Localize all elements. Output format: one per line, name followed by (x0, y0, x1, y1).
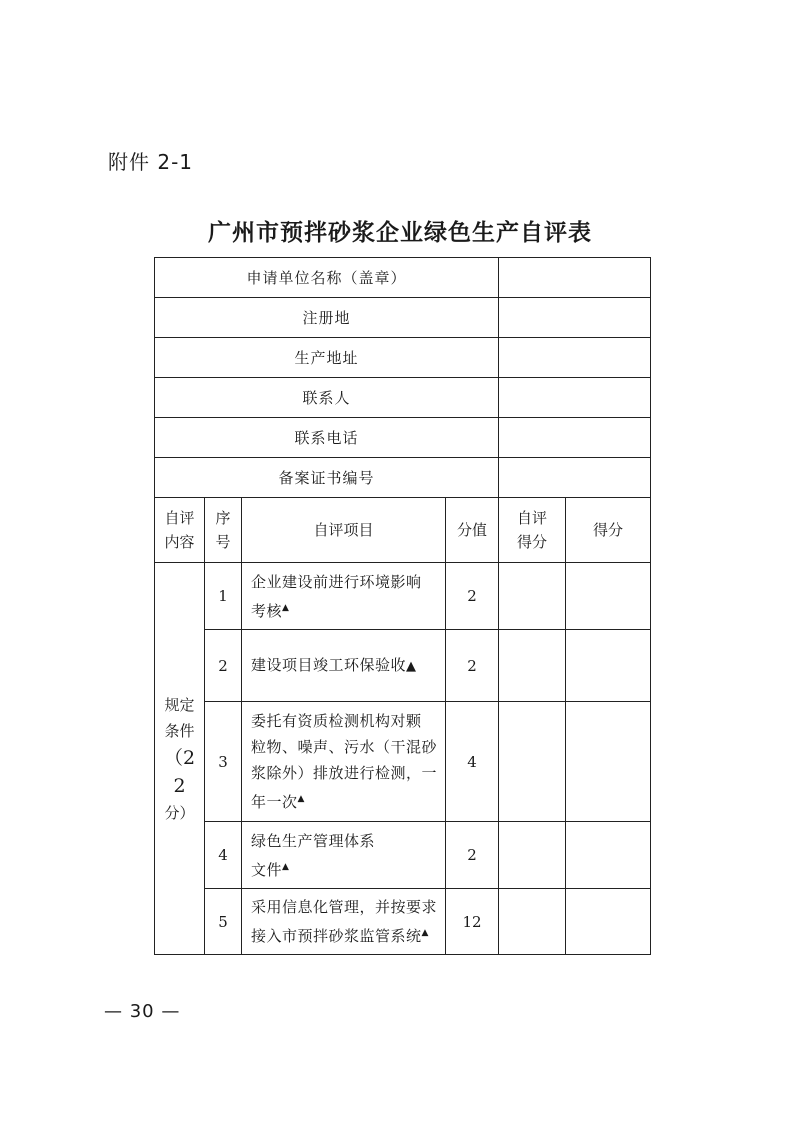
item-text-line: 企业建设前进行环境影响 (251, 572, 422, 591)
score-field[interactable] (566, 563, 651, 630)
table-row (155, 563, 651, 630)
item-points: 2 (446, 563, 499, 630)
attachment-label: 附件 2-1 (108, 150, 194, 174)
table-row (155, 822, 651, 889)
info-row-applicant (155, 258, 651, 298)
info-value-field[interactable] (499, 418, 651, 458)
page-title: 广州市预拌砂浆企业绿色生产自评表 (208, 220, 592, 246)
self-score-field[interactable] (499, 630, 566, 702)
table-row (155, 889, 651, 955)
header-score: 得分 (566, 498, 651, 563)
triangle-icon: ▲ (297, 794, 305, 804)
item-text-line: 接入市预拌砂浆监管系统 (251, 927, 422, 945)
item-text (242, 889, 446, 955)
item-number: 4 (205, 822, 242, 889)
score-field[interactable] (566, 702, 651, 822)
item-text-line: 文件 (251, 860, 283, 879)
info-row-registered-address (155, 298, 651, 338)
header-seq (205, 498, 242, 563)
item-text-line: 考核 (251, 601, 283, 620)
table-row (155, 702, 651, 822)
score-field[interactable] (566, 630, 651, 702)
item-number: 3 (205, 702, 242, 822)
info-row-contact-phone (155, 418, 651, 458)
item-text-line: 绿色生产管理体系 (251, 831, 376, 850)
category-line: 条件 (164, 721, 195, 740)
score-field[interactable] (566, 822, 651, 889)
item-text-line-with-mark (251, 920, 441, 949)
info-label: 生产地址 (155, 338, 499, 378)
item-text-line-with-mark (251, 786, 441, 815)
header-seq-line: 号 (215, 533, 231, 551)
triangle-icon: ▲ (406, 658, 417, 674)
table-row (155, 630, 651, 702)
header-content-line: 自评 (164, 509, 195, 527)
item-number: 1 (205, 563, 242, 630)
category-cell (155, 563, 205, 955)
item-number: 5 (205, 889, 242, 955)
page-number: — 30 — (104, 1001, 181, 1022)
header-self-score (499, 498, 566, 563)
self-score-field[interactable] (499, 702, 566, 822)
item-text (242, 630, 446, 702)
self-score-field[interactable] (499, 822, 566, 889)
item-points: 2 (446, 630, 499, 702)
info-label: 申请单位名称（盖章） (155, 258, 499, 298)
info-value-field[interactable] (499, 338, 651, 378)
header-self-score-line: 得分 (517, 533, 548, 551)
info-value-field[interactable] (499, 458, 651, 498)
category-line: 2 (173, 774, 186, 797)
info-row-contact-person (155, 378, 651, 418)
item-text-line: 粒物、噪声、污水（干混砂 (251, 738, 438, 756)
item-text-line-with-mark (251, 854, 441, 883)
header-self-score-line: 自评 (517, 509, 548, 527)
self-evaluation-table (154, 257, 651, 955)
item-text-line: 年一次 (251, 793, 298, 811)
item-text (242, 822, 446, 889)
item-number: 2 (205, 630, 242, 702)
info-label: 备案证书编号 (155, 458, 499, 498)
item-points: 12 (446, 889, 499, 955)
info-value-field[interactable] (499, 298, 651, 338)
info-value-field[interactable] (499, 258, 651, 298)
self-score-field[interactable] (499, 563, 566, 630)
category-line: （2 (163, 746, 196, 769)
item-points: 4 (446, 702, 499, 822)
table-header-row (155, 498, 651, 563)
info-label: 注册地 (155, 298, 499, 338)
triangle-icon: ▲ (282, 602, 290, 613)
header-content (155, 498, 205, 563)
item-text-line: 建设项目竣工环保验收 (251, 655, 407, 674)
item-text-line: 浆除外）排放进行检测，一 (251, 764, 438, 782)
score-field[interactable] (566, 889, 651, 955)
item-text-line-with-mark (251, 595, 441, 624)
item-points: 2 (446, 822, 499, 889)
triangle-icon: ▲ (421, 928, 429, 938)
category-line: 分） (164, 803, 195, 822)
info-label: 联系电话 (155, 418, 499, 458)
header-points: 分值 (446, 498, 499, 563)
item-text (242, 702, 446, 822)
category-line: 规定 (164, 695, 195, 714)
self-score-field[interactable] (499, 889, 566, 955)
item-text-line: 采用信息化管理，并按要求 (251, 898, 438, 916)
info-value-field[interactable] (499, 378, 651, 418)
info-label: 联系人 (155, 378, 499, 418)
info-row-production-address (155, 338, 651, 378)
triangle-icon: ▲ (282, 861, 290, 872)
header-seq-line: 序 (215, 509, 231, 527)
header-content-line: 内容 (164, 533, 195, 551)
item-text-line: 委托有资质检测机构对颗 (251, 712, 422, 730)
item-text (242, 563, 446, 630)
header-item: 自评项目 (242, 498, 446, 563)
info-row-certificate-number (155, 458, 651, 498)
